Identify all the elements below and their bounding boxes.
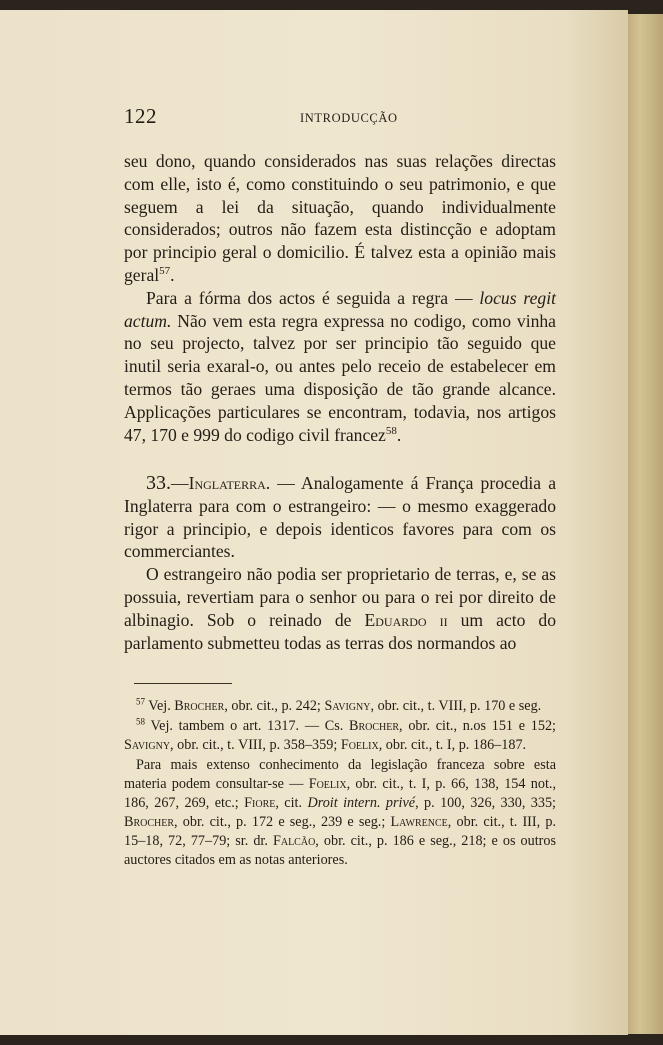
section-heading: Inglaterra. [188, 473, 271, 493]
page-header [124, 104, 554, 128]
footnotes [124, 697, 556, 870]
footnote-ref-58: 58 [385, 424, 397, 437]
body-text-section-33 [124, 472, 556, 654]
book-page [0, 10, 628, 1035]
footnote-58: $^{58}$ Vej. tambem o art. 1317. — Cs. Brocher, obr. cit., n.os 151 e 152; Savigny, obr. cit., t. VIII, p. 358–359; Foelix, obr. cit., t. I, p. 186–187. [124, 716, 556, 753]
paragraph-2: Para a fórma dos actos é seguida a regra — locus regit actum. Não vem esta regra expressa no codigo, como vinha no seu projecto, talvez por ser principio tão seguido que inutil seria exaral-o, ou antes pelo receio de estabelecer em termos tão geraes uma disposição de tão grande alcance. Applicações particulares se encontram, todavia, nos artigos 47, 170 e 999 do codigo civil francez$^{58}$. [124, 287, 556, 445]
paragraph-4: O estrangeiro não podia ser proprietario de terras, e, se as possuia, revertiam para o senhor ou para o rei por direito de albinagio. Sob o reinado de Eduardo ii um acto do parlamento submetteu todas as terras dos normandos ao [124, 564, 556, 653]
running-head: INTRODUCÇÃO [300, 111, 398, 125]
section-number: 33. [146, 472, 171, 494]
paragraph-1: seu dono, quando considerados nas suas relações directas com elle, isto é, como constituindo o seu patrimonio, e que seguem a lei da situação, quando individualmente considerados; outros não fazem esta distincção e adoptam por principio geral o domicilio. É talvez esta a opinião mais geral$^{57}$. [124, 151, 556, 285]
latin-maxim: locus regit actum. [124, 287, 556, 331]
page-edge [628, 14, 663, 1034]
body-text-top [124, 150, 556, 446]
footnote-rule [134, 683, 232, 684]
footnote-ref-57: 57 [159, 265, 171, 278]
page-number: 122 [124, 104, 157, 128]
footnote-57: $^{57}$ Vej. Brocher, obr. cit., p. 242; Savigny, obr. cit., t. VIII, p. 170 e seg. [136, 696, 542, 714]
footnote-continuation: Para mais extenso conhecimento da legislação franceza sobre esta materia podem consultar-se — Foelix, obr. cit., t. I, p. 66, 138, 154 not., 186, 267, 269, etc.; Fiore, cit. Droit intern. privé, p. 100, 326, 330, 335; Brocher, obr. cit., p. 172 e seg., 239 e seg.; Lawrence, obr. cit., t. III, p. 15–18, 72, 77–79; sr. dr. Falcão, obr. cit., p. 186 e seg., 218; e os outros auctores citados em as notas anteriores. [124, 757, 556, 868]
king-name: Eduardo ii [364, 609, 448, 630]
section-33-paragraph: 33.—Inglaterra. — Analogamente á França procedia a Inglaterra para com o estrangeiro: — o mesmo exaggerado rigor a principio, e depois identicos favores para com os commerciantes. [124, 472, 556, 562]
